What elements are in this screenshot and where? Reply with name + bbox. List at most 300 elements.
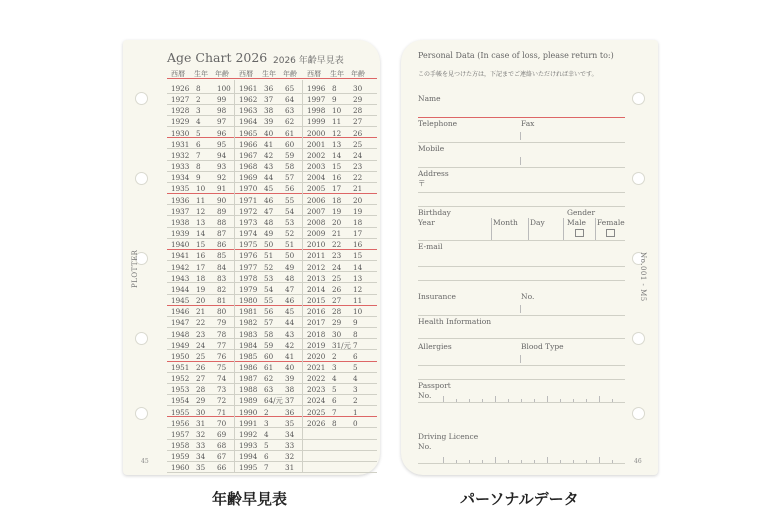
cell-era: 22: [332, 240, 342, 250]
cell-age: 39: [285, 374, 295, 384]
allergies-line[interactable]: [418, 379, 625, 380]
page-number: 45: [141, 458, 149, 465]
cell-era: 58: [264, 329, 274, 339]
cell-year: 1930: [171, 128, 190, 138]
cell-age: 93: [217, 162, 227, 172]
cell-year: 1979: [239, 284, 258, 294]
cell-age: 52: [285, 229, 295, 239]
cell-year: 1942: [171, 262, 190, 272]
cell-year: 2020: [307, 351, 326, 361]
cell-age: 95: [217, 139, 227, 149]
cell-year: 1995: [239, 463, 258, 473]
cell-year: 1931: [171, 139, 190, 149]
cell-age: 36: [285, 407, 295, 417]
blood-type-label: Blood Type: [521, 342, 564, 351]
male-label: Male: [567, 218, 586, 227]
cell-era: 46: [264, 195, 274, 205]
table-row: [167, 272, 377, 283]
cell-age: 7: [353, 340, 358, 350]
cell-year: 1960: [171, 463, 190, 473]
birthday-label: Birthday: [418, 208, 451, 217]
header-age: 年齢: [215, 70, 229, 78]
header-year: 西暦: [239, 70, 253, 78]
cell-age: 61: [285, 128, 295, 138]
cell-year: 1977: [239, 262, 258, 272]
row-rule: [167, 472, 377, 473]
cell-year: 1959: [171, 452, 190, 462]
cell-era: 62: [264, 374, 274, 384]
cell-era: 20: [332, 217, 342, 227]
cell-year: 1975: [239, 240, 258, 250]
cell-era: 11: [332, 117, 342, 127]
cell-era: 40: [264, 128, 274, 138]
table-row: [167, 283, 377, 294]
cell-age: 69: [217, 429, 227, 439]
address-line[interactable]: [418, 192, 625, 193]
cell-era: 6: [264, 452, 269, 462]
cell-age: 19: [353, 206, 363, 216]
table-row: [167, 417, 377, 428]
cell-year: 1943: [171, 273, 190, 283]
cell-era: 54: [264, 284, 274, 294]
cell-era: 23: [196, 329, 206, 339]
cell-age: 40: [285, 363, 295, 372]
cell-era: 2: [264, 407, 269, 417]
cell-age: 14: [353, 262, 363, 272]
table-row: [167, 328, 377, 339]
cell-year: 1986: [239, 363, 258, 372]
cell-year: 1933: [171, 162, 190, 172]
field-tick: [495, 396, 496, 402]
cell-age: 59: [285, 150, 295, 160]
cell-era: 3: [264, 418, 269, 428]
cell-age: 33: [285, 441, 295, 451]
cell-year: 1988: [239, 385, 258, 395]
cell-era: 2: [196, 95, 201, 105]
cell-age: 83: [217, 273, 227, 283]
field-tick: [599, 396, 600, 402]
cell-age: 51: [285, 240, 295, 250]
cell-era: 13: [332, 139, 342, 149]
cell-year: 1937: [171, 206, 190, 216]
cell-era: 10: [332, 106, 342, 116]
field-tick: [573, 399, 574, 402]
cell-year: 2003: [307, 162, 326, 172]
cell-era: 59: [264, 340, 274, 350]
cell-age: 66: [217, 463, 227, 473]
cell-era: 16: [332, 173, 342, 183]
cell-era: 21: [196, 307, 206, 317]
field-tick: [482, 460, 483, 463]
cell-era: 45: [264, 184, 274, 194]
cell-age: 53: [285, 217, 295, 227]
cell-era: 2: [332, 351, 337, 361]
telephone-label: Telephone: [418, 119, 458, 128]
cell-year: 1971: [239, 195, 258, 205]
personal-data-page: [401, 40, 658, 475]
cell-year: 1946: [171, 307, 190, 317]
field-tick: [612, 460, 613, 463]
cell-age: 68: [217, 441, 227, 451]
cell-year: 1989: [239, 396, 258, 406]
cell-year: 2019: [307, 340, 326, 350]
cell-era: 43: [264, 162, 274, 172]
female-checkbox[interactable]: [606, 229, 615, 237]
column-divider: [302, 80, 303, 472]
cell-age: 88: [217, 217, 227, 227]
cell-year: 1982: [239, 318, 258, 328]
health-line[interactable]: [418, 338, 625, 339]
cell-era: 8: [332, 418, 337, 428]
table-row: [167, 227, 377, 238]
cell-era: 9: [332, 95, 337, 105]
cell-age: 38: [285, 385, 295, 395]
table-row: [167, 104, 377, 115]
cell-year: 1984: [239, 340, 258, 350]
table-row: [167, 372, 377, 383]
cell-age: 35: [285, 418, 295, 428]
health-label: Health Information: [418, 317, 492, 326]
cell-year: 2017: [307, 318, 326, 328]
cell-year: 2007: [307, 206, 326, 216]
cell-age: 65: [285, 84, 295, 93]
cell-age: 3: [353, 385, 358, 395]
cell-era: 28: [332, 307, 342, 317]
cell-year: 1952: [171, 374, 190, 384]
cell-year: 1927: [171, 95, 190, 105]
header-rule: [167, 78, 377, 79]
telephone-line[interactable]: [418, 142, 625, 143]
cell-era: 19: [332, 206, 342, 216]
cell-age: 73: [217, 385, 227, 395]
cell-age: 63: [285, 106, 295, 116]
cell-year: 1934: [171, 173, 190, 183]
driving-licence-label: Driving Licence: [418, 432, 479, 441]
cell-year: 1994: [239, 452, 258, 462]
cell-year: 2001: [307, 139, 326, 149]
cell-year: 2021: [307, 363, 326, 372]
cell-era: 44: [264, 173, 274, 183]
cell-era: 17: [332, 184, 342, 194]
cell-era: 5: [196, 128, 201, 138]
cell-age: 74: [217, 374, 227, 384]
passport-line[interactable]: [418, 402, 625, 403]
field-tick: [560, 399, 561, 402]
cell-year: 1926: [171, 84, 190, 93]
address-label: Address: [418, 169, 449, 178]
table-row: [167, 339, 377, 350]
field-tick: [456, 460, 457, 463]
address-line[interactable]: [418, 206, 625, 207]
cell-age: 57: [285, 173, 295, 183]
insurance-label: Insurance: [418, 292, 456, 301]
cell-year: 2000: [307, 128, 326, 138]
binder-hole: [135, 407, 148, 420]
cell-age: 37: [285, 396, 295, 406]
cell-year: 1991: [239, 418, 258, 428]
cell-era: 41: [264, 139, 274, 149]
cell-year: 1963: [239, 106, 258, 116]
cell-year: 1999: [307, 117, 326, 127]
cell-year: 1936: [171, 195, 190, 205]
cell-age: 76: [217, 351, 227, 361]
cell-age: 32: [285, 452, 295, 462]
cell-age: 18: [353, 217, 363, 227]
field-tick: [469, 399, 470, 402]
cell-era: 22: [196, 318, 206, 328]
cell-year: 2009: [307, 229, 326, 239]
cell-era: 20: [196, 296, 206, 306]
cell-era: 8: [332, 84, 337, 93]
cell-age: 28: [353, 106, 363, 116]
cell-age: 29: [353, 95, 363, 105]
insurance-line[interactable]: [418, 315, 625, 316]
driving-line[interactable]: [418, 463, 625, 464]
cell-year: 2023: [307, 385, 326, 395]
cell-era: 25: [196, 351, 206, 361]
age-chart-page: [123, 40, 380, 475]
field-tick: [599, 457, 600, 463]
cell-era: 39: [264, 117, 274, 127]
birthday-line[interactable]: [418, 240, 625, 241]
form-heading: Personal Data (In case of loss, please return to:): [418, 51, 614, 60]
cell-era: 6: [332, 396, 337, 406]
cell-era: 21: [332, 229, 342, 239]
table-row: [167, 182, 377, 193]
cell-age: 80: [217, 307, 227, 317]
cell-era: 34: [196, 452, 206, 462]
cell-era: 48: [264, 217, 274, 227]
cell-age: 72: [217, 396, 227, 406]
cell-year: 1966: [239, 139, 258, 149]
cell-year: 1939: [171, 229, 190, 239]
cell-year: 1972: [239, 206, 258, 216]
cell-year: 1935: [171, 184, 190, 194]
cell-age: 21: [353, 184, 363, 194]
field-tick: [528, 218, 529, 240]
female-label: Female: [597, 218, 625, 227]
binder-hole: [632, 332, 645, 345]
cell-age: 27: [353, 117, 363, 127]
cell-era: 5: [264, 441, 269, 451]
cell-era: 3: [196, 106, 201, 116]
cell-year: 2026: [307, 418, 326, 428]
field-tick: [520, 132, 521, 140]
cell-year: 1983: [239, 329, 258, 339]
cell-year: 1976: [239, 251, 258, 261]
cell-age: 16: [353, 240, 363, 250]
cell-era: 26: [332, 284, 342, 294]
cell-age: 60: [285, 139, 295, 149]
cell-age: 67: [217, 452, 227, 462]
cell-era: 18: [332, 195, 342, 205]
cell-year: 1996: [307, 84, 326, 93]
table-row: [167, 216, 377, 227]
cell-year: 1967: [239, 150, 258, 160]
cell-year: 1938: [171, 217, 190, 227]
cell-year: 2011: [307, 251, 326, 261]
cell-era: 55: [264, 296, 274, 306]
cell-year: 2006: [307, 195, 326, 205]
cell-year: 1973: [239, 217, 258, 227]
table-row: [167, 238, 377, 249]
field-tick: [612, 399, 613, 402]
binder-hole: [135, 92, 148, 105]
cell-year: 2018: [307, 329, 326, 339]
cell-era: 61: [264, 363, 274, 372]
cell-year: 1992: [239, 429, 258, 439]
cell-age: 86: [217, 240, 227, 250]
cell-age: 15: [353, 251, 363, 261]
cell-age: 91: [217, 184, 227, 194]
cell-age: 13: [353, 273, 363, 283]
cell-age: 5: [353, 363, 358, 372]
cell-age: 82: [217, 284, 227, 294]
cell-age: 2: [353, 396, 358, 406]
cell-age: 64: [285, 95, 295, 105]
cell-year: 1985: [239, 351, 258, 361]
postal-mark: 〒: [418, 179, 426, 188]
cell-age: 49: [285, 262, 295, 272]
header-age: 年齢: [351, 70, 365, 78]
cell-age: 56: [285, 184, 295, 194]
cell-age: 70: [217, 418, 227, 428]
cell-year: 1961: [239, 84, 258, 93]
field-tick: [521, 460, 522, 463]
cell-year: 1968: [239, 162, 258, 172]
cell-year: 1956: [171, 418, 190, 428]
allergies-line[interactable]: [418, 365, 625, 366]
cell-era: 56: [264, 307, 274, 317]
header-era: 生年: [262, 70, 276, 78]
table-row: [167, 316, 377, 327]
cell-era: 5: [332, 385, 337, 395]
name-label: Name: [418, 94, 441, 103]
cell-era: 51: [264, 251, 274, 261]
brand-vertical-label: PLOTTER: [131, 249, 139, 288]
field-tick: [491, 218, 492, 240]
cell-year: 2015: [307, 296, 326, 306]
cell-age: 20: [353, 195, 363, 205]
table-row: [167, 350, 377, 361]
cell-age: 79: [217, 318, 227, 328]
form-code-label: No.001 - M5: [639, 252, 647, 302]
cell-year: 1965: [239, 128, 258, 138]
name-line[interactable]: [418, 117, 625, 118]
cell-era: 31/元: [332, 340, 351, 350]
mobile-line[interactable]: [418, 167, 625, 168]
cell-era: 7: [332, 407, 337, 417]
field-tick: [547, 457, 548, 463]
field-tick: [482, 399, 483, 402]
field-tick: [469, 460, 470, 463]
table-row: [167, 127, 377, 138]
page-title-jp: 2026 年齢早見表: [273, 56, 344, 66]
fax-label: Fax: [521, 119, 535, 128]
cell-era: 33: [196, 441, 206, 451]
table-row: [167, 383, 377, 394]
cell-era: 24: [332, 262, 342, 272]
cell-age: 43: [285, 329, 295, 339]
column-divider: [234, 80, 235, 472]
cell-era: 6: [196, 139, 201, 149]
email-line[interactable]: [418, 280, 625, 281]
cell-year: 1957: [171, 429, 190, 439]
cell-age: 75: [217, 363, 227, 372]
cell-age: 48: [285, 273, 295, 283]
caption-personal-data: パーソナルデータ: [460, 490, 579, 508]
cell-year: 1958: [171, 441, 190, 451]
cell-year: 1953: [171, 385, 190, 395]
cell-year: 2005: [307, 184, 326, 194]
cell-age: 87: [217, 229, 227, 239]
cell-year: 1974: [239, 229, 258, 239]
cell-age: 58: [285, 162, 295, 172]
cell-era: 36: [264, 84, 274, 93]
cell-era: 35: [196, 463, 206, 473]
table-row: [167, 305, 377, 316]
cell-year: 2004: [307, 173, 326, 183]
email-line[interactable]: [418, 266, 625, 267]
male-checkbox[interactable]: [575, 229, 584, 237]
table-row: [167, 439, 377, 450]
table-row: [167, 428, 377, 439]
cell-era: 52: [264, 262, 274, 272]
cell-year: 1981: [239, 307, 258, 317]
table-row: [167, 294, 377, 305]
cell-year: 2008: [307, 217, 326, 227]
cell-age: 26: [353, 128, 363, 138]
cell-era: 27: [332, 296, 342, 306]
field-tick: [508, 399, 509, 402]
table-row: [167, 249, 377, 260]
cell-age: 10: [353, 307, 363, 317]
binder-hole: [135, 332, 148, 345]
cell-era: 60: [264, 351, 274, 361]
field-tick: [595, 218, 596, 240]
cell-era: 30: [332, 329, 342, 339]
cell-era: 8: [196, 162, 201, 172]
table-row: [167, 450, 377, 461]
cell-year: 1955: [171, 407, 190, 417]
table-row: [167, 406, 377, 417]
page-title: Age Chart 2026: [167, 50, 268, 65]
cell-year: 2014: [307, 284, 326, 294]
table-row: [167, 361, 377, 372]
header-age: 年齢: [283, 70, 297, 78]
cell-era: 27: [196, 374, 206, 384]
cell-year: 2010: [307, 240, 326, 250]
field-tick: [586, 460, 587, 463]
header-era: 生年: [194, 70, 208, 78]
cell-era: 49: [264, 229, 274, 239]
cell-year: 2002: [307, 150, 326, 160]
cell-age: 41: [285, 351, 295, 361]
table-row: [167, 394, 377, 405]
cell-year: 2025: [307, 407, 326, 417]
cell-era: 16: [196, 251, 206, 261]
email-label: E-mail: [418, 242, 443, 251]
table-row: [167, 115, 377, 126]
field-tick: [520, 157, 521, 165]
cell-age: 22: [353, 173, 363, 183]
cell-era: 4: [332, 374, 337, 384]
field-tick: [534, 399, 535, 402]
cell-era: 15: [196, 240, 206, 250]
cell-era: 25: [332, 273, 342, 283]
field-tick: [586, 399, 587, 402]
cell-year: 1993: [239, 441, 258, 451]
